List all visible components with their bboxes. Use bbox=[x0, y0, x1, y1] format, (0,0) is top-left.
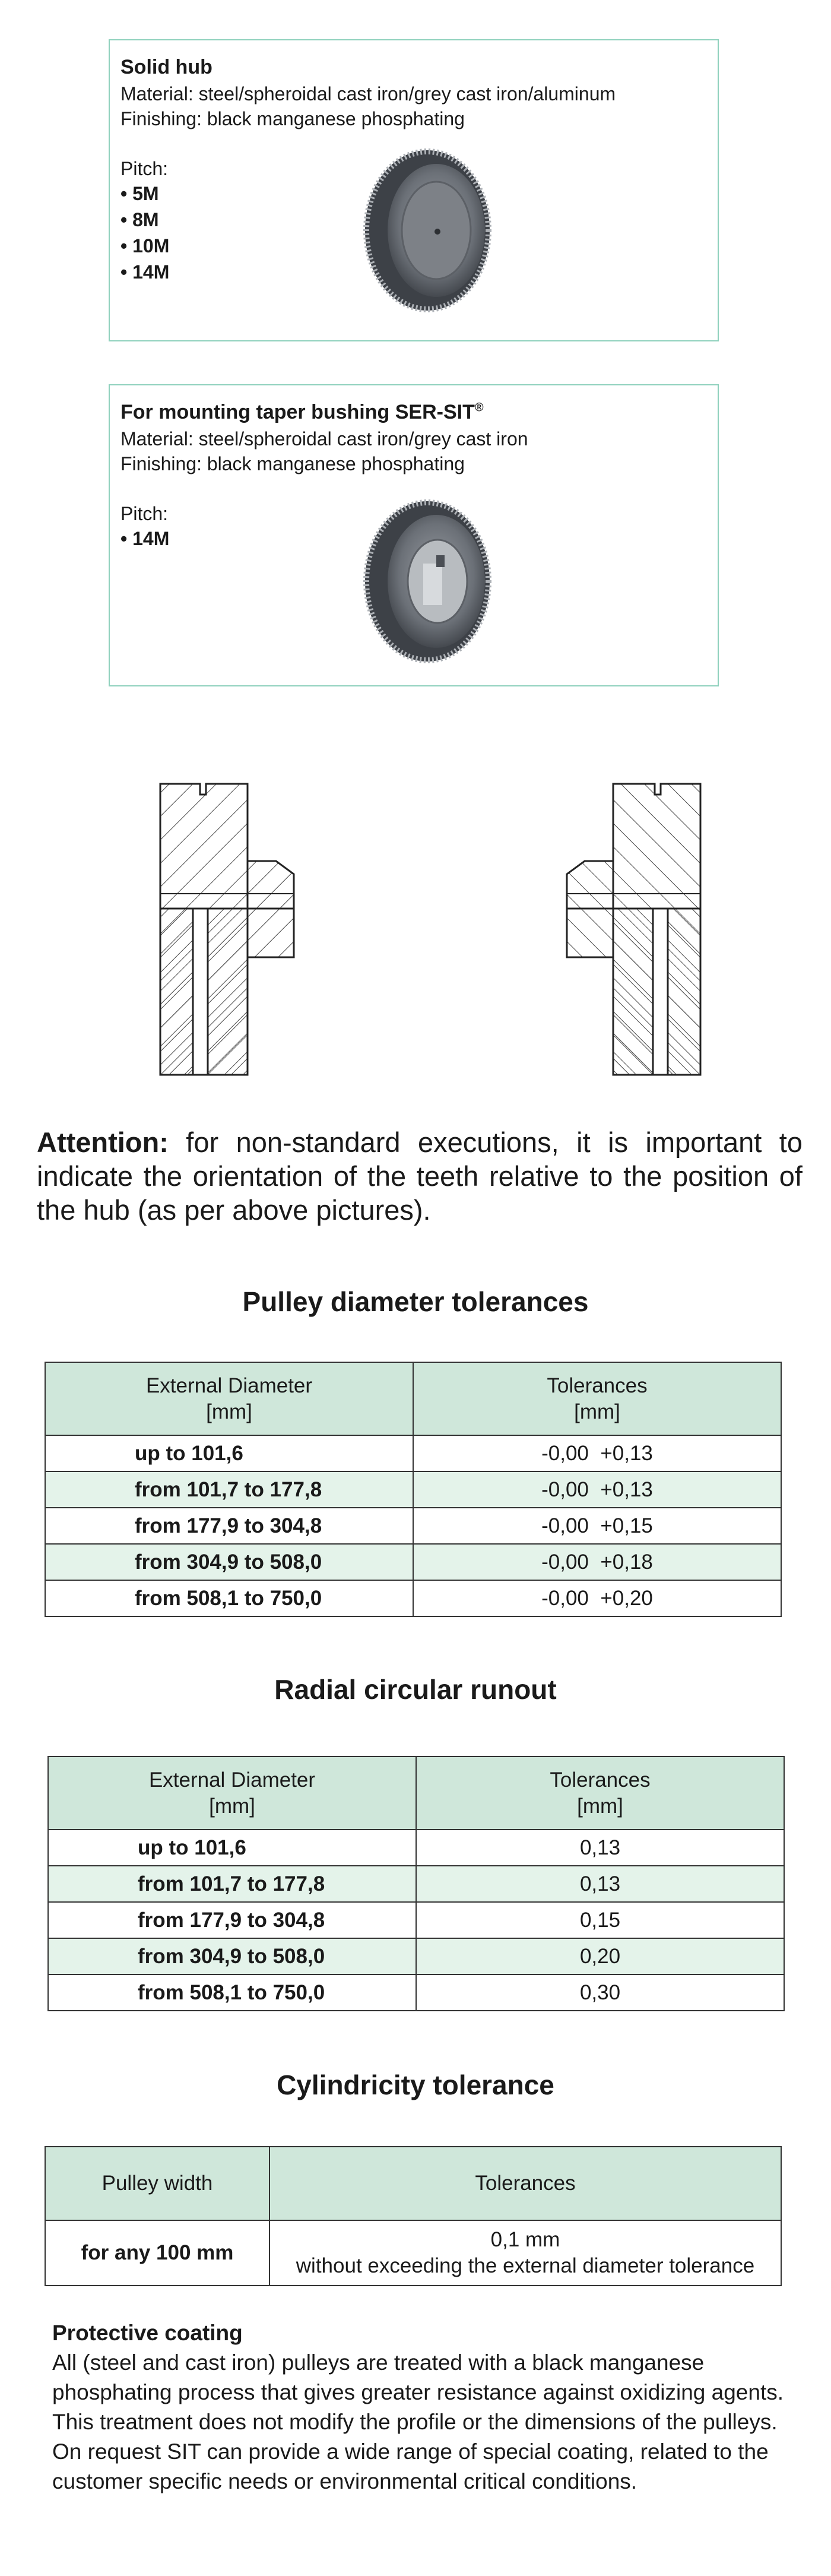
runout-table bbox=[47, 1756, 785, 2011]
row-tolerance bbox=[413, 1471, 781, 1508]
row-tolerance: 0,20 bbox=[416, 1938, 784, 1974]
cylindricity-table bbox=[45, 2146, 782, 2286]
coating-title: Protective coating bbox=[52, 2321, 243, 2345]
table-row bbox=[48, 1938, 784, 1974]
header-text: External Diameter [mm] bbox=[145, 1374, 313, 1423]
tolerance-plus: +0,20 bbox=[600, 1586, 653, 1610]
header-tolerances: Tolerances bbox=[269, 2147, 781, 2220]
taper-bushing-pulley-image bbox=[347, 492, 508, 670]
row-range: from 508,1 to 750,0 bbox=[45, 1580, 413, 1616]
table-row bbox=[45, 2220, 781, 2286]
card-title: Solid hub bbox=[120, 56, 212, 78]
attention-note bbox=[37, 1125, 803, 1227]
table-row bbox=[48, 1902, 784, 1938]
row-value-line: without exceeding the external diameter tolerance bbox=[296, 2254, 755, 2277]
tolerance-plus: +0,13 bbox=[600, 1477, 653, 1501]
row-label: for any 100 mm bbox=[45, 2220, 269, 2286]
tolerance-minus: -0,00 bbox=[541, 1586, 589, 1610]
row-range: from 177,9 to 304,8 bbox=[48, 1902, 416, 1938]
table-row bbox=[45, 1544, 781, 1580]
table-header-row bbox=[45, 1362, 781, 1435]
row-value-line: 0,1 mm bbox=[490, 2228, 560, 2251]
diameter-tolerances-table bbox=[45, 1362, 782, 1617]
table-row bbox=[45, 1508, 781, 1544]
coating-paragraph: All (steel and cast iron) pulleys are treated with a black manganese phosphating process that gives greater resistance against oxidizing agents. This treatment does not modify the profile or the dimensions of the pulleys. bbox=[52, 2350, 784, 2434]
card-material: Material: steel/spheroidal cast iron/grey cast iron bbox=[120, 428, 528, 450]
solid-hub-pulley-image bbox=[347, 141, 508, 319]
row-tolerance bbox=[413, 1580, 781, 1616]
table-row bbox=[48, 1866, 784, 1902]
row-range: from 101,7 to 177,8 bbox=[48, 1866, 416, 1902]
card-finishing: Finishing: black manganese phosphating bbox=[120, 108, 465, 129]
pitch-list bbox=[120, 181, 169, 285]
tolerance-plus: +0,18 bbox=[600, 1550, 653, 1574]
row-range: from 508,1 to 750,0 bbox=[48, 1974, 416, 2011]
card-title bbox=[120, 401, 484, 424]
attention-label: Attention: bbox=[37, 1126, 169, 1158]
row-tolerance: 0,15 bbox=[416, 1902, 784, 1938]
row-range: from 177,9 to 304,8 bbox=[45, 1508, 413, 1544]
pitch-item: • 5M bbox=[120, 181, 169, 207]
registered-mark: ® bbox=[474, 401, 484, 414]
header-external-diameter bbox=[45, 1362, 413, 1435]
tolerance-minus: -0,00 bbox=[541, 1550, 589, 1574]
table-row bbox=[48, 1830, 784, 1866]
tolerance-minus: -0,00 bbox=[541, 1514, 589, 1537]
row-tolerance: 0,13 bbox=[416, 1866, 784, 1902]
header-tolerances bbox=[416, 1757, 784, 1830]
solid-hub-card bbox=[109, 39, 719, 341]
row-tolerance bbox=[413, 1435, 781, 1471]
row-tolerance bbox=[269, 2220, 781, 2286]
table-row bbox=[45, 1580, 781, 1616]
row-tolerance bbox=[413, 1544, 781, 1580]
pitch-item: • 8M bbox=[120, 207, 169, 233]
row-tolerance bbox=[413, 1508, 781, 1544]
tolerance-minus: -0,00 bbox=[541, 1441, 589, 1465]
attention-text: for non-standard executions, it is important to indicate the orientation of the teeth relative to the position of the hub (as per above pictures). bbox=[37, 1126, 803, 1226]
protective-coating-section bbox=[52, 2318, 806, 2496]
left-section-drawing bbox=[160, 784, 294, 1075]
tolerance-plus: +0,13 bbox=[600, 1441, 653, 1465]
row-range: from 304,9 to 508,0 bbox=[45, 1544, 413, 1580]
card-finishing: Finishing: black manganese phosphating bbox=[120, 453, 465, 474]
pitch-label: Pitch: bbox=[120, 158, 169, 179]
header-external-diameter bbox=[48, 1757, 416, 1830]
pitch-item: • 14M bbox=[120, 526, 169, 552]
runout-title: Radial circular runout bbox=[274, 1674, 557, 1705]
row-tolerance: 0,30 bbox=[416, 1974, 784, 2011]
right-section-drawing bbox=[567, 784, 700, 1075]
row-range: up to 101,6 bbox=[48, 1830, 416, 1866]
diameter-tolerances-title: Pulley diameter tolerances bbox=[242, 1286, 589, 1317]
tolerance-plus: +0,15 bbox=[600, 1514, 653, 1537]
header-text: Tolerances [mm] bbox=[550, 1768, 651, 1818]
header-tolerances bbox=[413, 1362, 781, 1435]
cylindricity-title: Cylindricity tolerance bbox=[277, 2069, 554, 2100]
row-tolerance: 0,13 bbox=[416, 1830, 784, 1866]
table-header-row bbox=[45, 2147, 781, 2220]
tooth-orientation-drawing bbox=[151, 778, 709, 1081]
tolerance-minus: -0,00 bbox=[541, 1477, 589, 1501]
row-range: from 304,9 to 508,0 bbox=[48, 1938, 416, 1974]
card-title-text: For mounting taper bushing SER-SIT bbox=[120, 401, 475, 423]
coating-paragraph: On request SIT can provide a wide range of special coating, related to the customer specific needs or environmental critical conditions. bbox=[52, 2439, 769, 2493]
taper-bushing-card bbox=[109, 384, 719, 686]
table-header-row bbox=[48, 1757, 784, 1830]
table-row bbox=[48, 1974, 784, 2011]
card-material: Material: steel/spheroidal cast iron/grey cast iron/aluminum bbox=[120, 83, 616, 105]
table-row bbox=[45, 1435, 781, 1471]
pitch-item: • 14M bbox=[120, 259, 169, 285]
header-text: Tolerances [mm] bbox=[547, 1374, 648, 1423]
header-pulley-width: Pulley width bbox=[45, 2147, 269, 2220]
pitch-item: • 10M bbox=[120, 233, 169, 259]
pitch-list bbox=[120, 526, 169, 552]
row-range: from 101,7 to 177,8 bbox=[45, 1471, 413, 1508]
header-text: External Diameter [mm] bbox=[148, 1768, 316, 1818]
row-range: up to 101,6 bbox=[45, 1435, 413, 1471]
pitch-label: Pitch: bbox=[120, 503, 169, 524]
table-row bbox=[45, 1471, 781, 1508]
